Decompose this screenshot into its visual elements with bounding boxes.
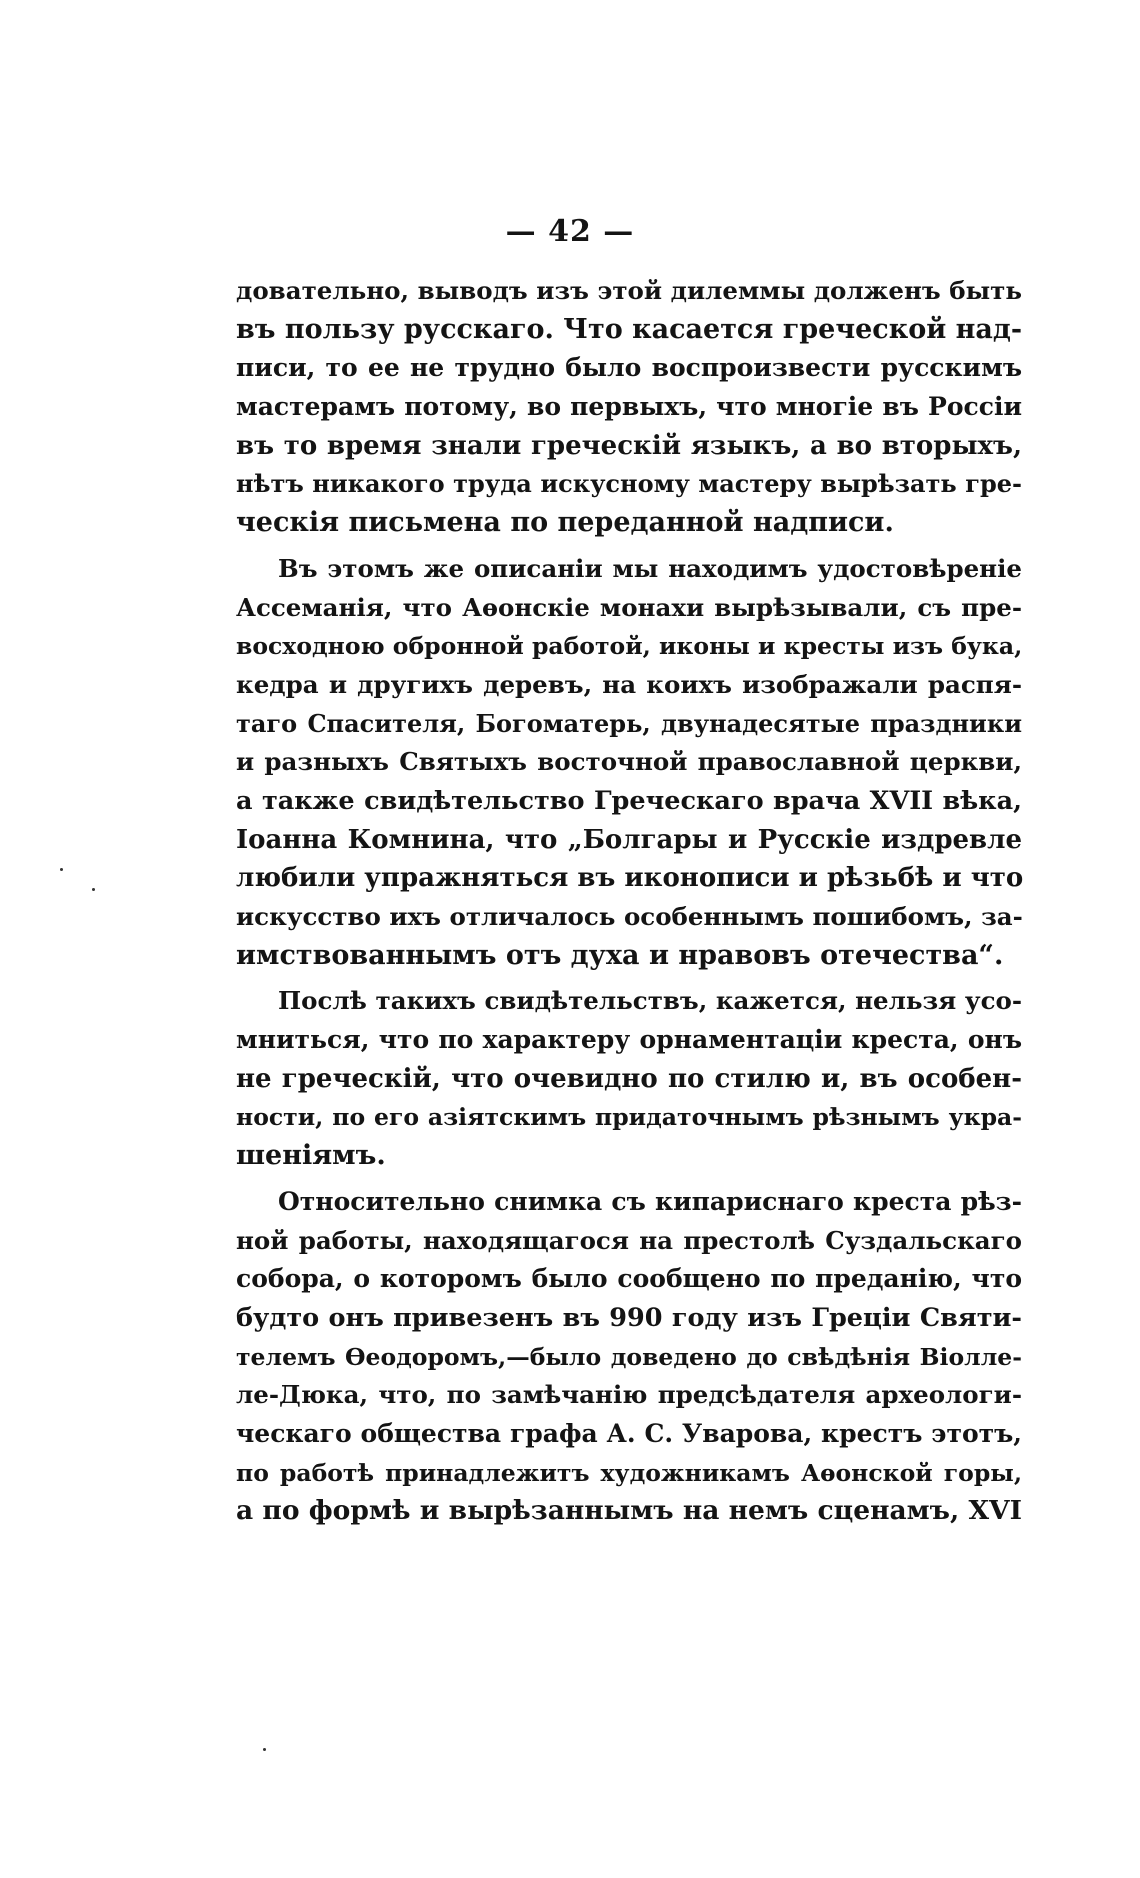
text-line: искусство ихъ отличалось особеннымъ пошибомъ, за-	[236, 902, 1023, 931]
text-line: Іоанна Комнина, что „Болгары и Русскіе издревле	[236, 824, 1022, 855]
text-line: ной работы, находящагося на престолѣ Суздальскаго	[236, 1225, 1022, 1255]
text-line: собора, о которомъ было сообщено по преданію, что	[236, 1264, 1022, 1294]
scan-speck	[263, 1748, 266, 1751]
text-line: Ассеманія, что Аѳонскіе монахи вырѣзывали, съ пре-	[236, 592, 1022, 622]
paragraph	[236, 272, 1022, 543]
text-line: нѣтъ никакого труда искусному мастеру вырѣзать гре-	[236, 469, 1022, 499]
text-line: по работѣ принадлежитъ художникамъ Аѳонской горы,	[236, 1458, 1022, 1487]
text-line: Послѣ такихъ свидѣтельствъ, кажется, нельзя усо-	[278, 986, 1022, 1016]
scan-speck	[60, 868, 63, 871]
text-line: въ пользу русскаго. Что касается греческой над-	[236, 313, 1023, 345]
paragraph	[236, 550, 1022, 976]
paragraph	[236, 1183, 1022, 1531]
paragraph	[236, 982, 1022, 1175]
text-line: въ то время знали греческій языкъ, а во вторыхъ,	[236, 430, 1022, 461]
text-line: шеніямъ.	[236, 1140, 386, 1172]
text-line: имствованнымъ отъ духа и нравовъ отечества“.	[236, 939, 1004, 971]
text-line: ности, по его азіятскимъ придаточнымъ рѣзнымъ укра-	[236, 1103, 1022, 1132]
scan-speck	[92, 888, 95, 891]
text-line: таго Спасителя, Богоматерь, двунадесятые праздники	[236, 708, 1022, 738]
text-line: Въ этомъ же описаніи мы находимъ удостовѣреніе	[278, 553, 1022, 583]
text-line: мастерамъ потому, во первыхъ, что многіе въ Россіи	[236, 392, 1022, 422]
text-line: не греческій, что очевидно по стилю и, въ особен-	[236, 1063, 1022, 1094]
text-line: телемъ Ѳеодоромъ,—было доведено до свѣдѣнія Віолле-	[236, 1342, 1022, 1371]
page-number: — 42 —	[505, 214, 635, 249]
text-line: писи, то ее не трудно было воспроизвести русскимъ	[236, 353, 1022, 383]
text-line: а также свидѣтельство Греческаго врача XVII вѣка,	[236, 785, 1022, 816]
text-line: любили упражняться въ иконописи и рѣзьбѣ и что	[236, 863, 1024, 894]
text-line: и разныхъ Святыхъ восточной православной церкви,	[236, 747, 1022, 777]
text-line: восходною обронной работой, иконы и кресты изъ бука,	[236, 632, 1023, 661]
text-line: ческія письмена по переданной надписи.	[236, 507, 894, 539]
text-line: будто онъ привезенъ въ 990 году изъ Греціи Святи-	[236, 1302, 1022, 1333]
text-line: ле-Дюка, что, по замѣчанію предсѣдателя археологи-	[236, 1380, 1022, 1410]
text-line: мниться, что по характеру орнаментаціи креста, онъ	[236, 1025, 1022, 1055]
text-line: кедра и другихъ деревъ, на коихъ изображали распя-	[236, 669, 1022, 699]
text-line: довательно, выводъ изъ этой дилеммы долженъ быть	[236, 276, 1022, 305]
text-line: ческаго общества графа А. С. Уварова, крестъ этотъ,	[236, 1418, 1022, 1448]
text-line: Относительно снимка съ кипариснаго креста рѣз-	[278, 1186, 1022, 1216]
body-text	[236, 272, 1022, 1531]
text-line: а по формѣ и вырѣзаннымъ на немъ сценамъ, XVI	[236, 1495, 1022, 1527]
